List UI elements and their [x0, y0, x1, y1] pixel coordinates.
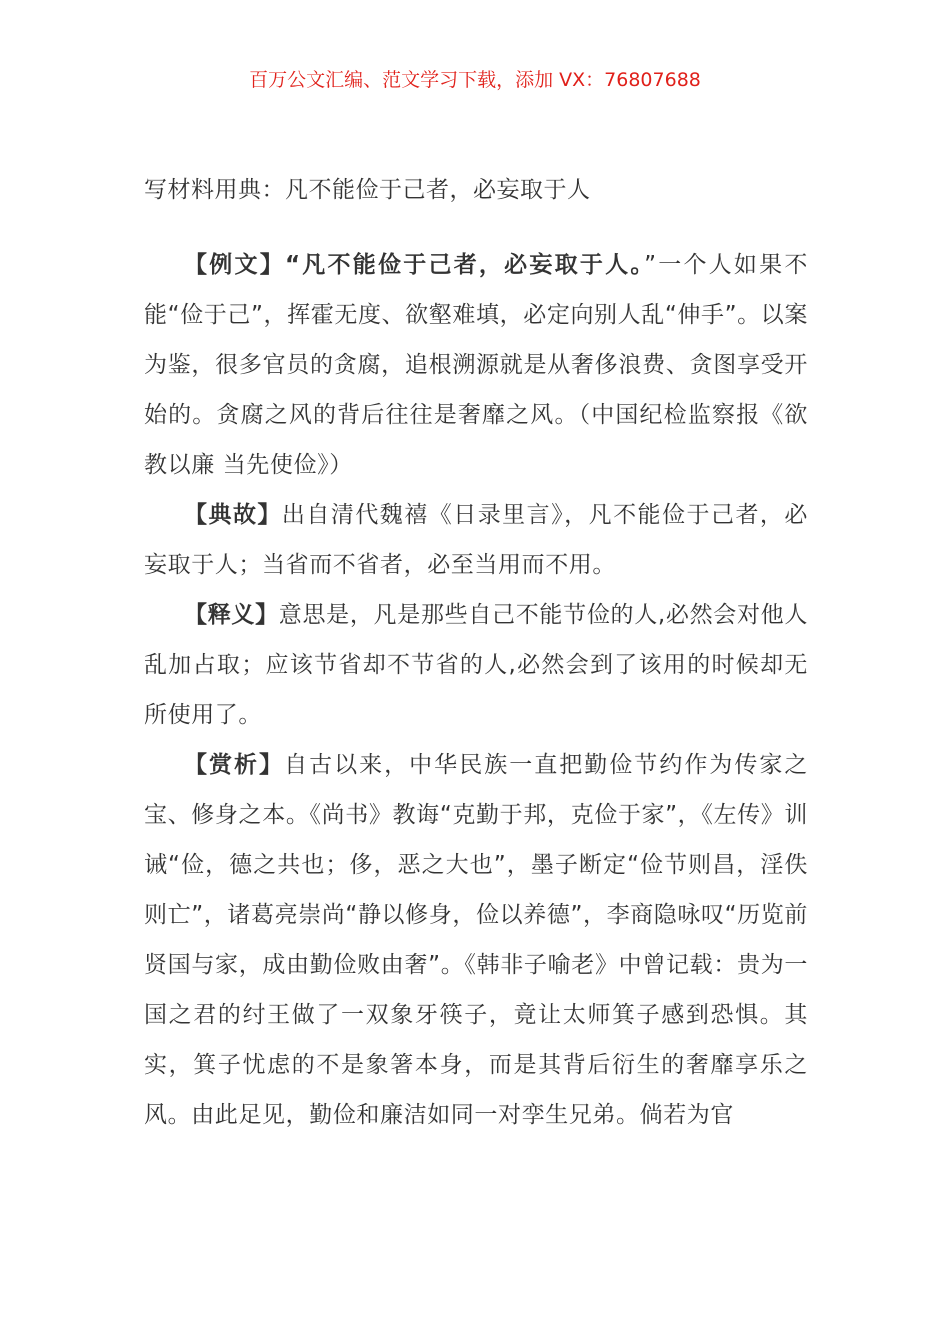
meaning-paragraph — [144, 590, 808, 740]
allusion-body: 出自清代魏禧《日录里言》，凡不能俭于己者，必妄取于人；当省而不省者，必至当用而不用。 — [144, 502, 808, 578]
example-quote: “凡不能俭于己者，必妄取于人。 — [284, 252, 645, 278]
download-promo-header: 百万公文汇编、范文学习下载，添加 VX：76807688 — [249, 69, 701, 91]
section-tag-meaning: 【释义】 — [184, 602, 279, 628]
section-tag-example: 【例文】 — [184, 252, 285, 278]
allusion-paragraph — [144, 490, 808, 590]
appreciation-paragraph — [144, 740, 808, 1140]
example-body: ”一个人如果不能“俭于己”，挥霍无度、欲壑难填，必定向别人乱“伸手”。以案为鉴，很多官员的贪腐，追根溯源就是从奢侈浪费、贪图享受开始的。贪腐之风的背后往往是奢靡之风。（中国纪检监察报《欲教以廉 当先使俭》） — [144, 252, 808, 478]
section-tag-appreciation: 【赏析】 — [184, 752, 285, 778]
document-body — [144, 170, 808, 1140]
document-title: 写材料用典：凡不能俭于己者，必妄取于人 — [144, 177, 591, 203]
appreciation-body: 自古以来，中华民族一直把勤俭节约作为传家之宝、修身之本。《尚书》教诲“克勤于邦，克俭于家”，《左传》训诫“俭，德之共也；侈，恶之大也”，墨子断定“俭节则昌，淫佚则亡”，诸葛亮崇尚“静以修身，俭以养德”，李商隐咏叹“历览前贤国与家，成由勤俭败由奢”。《韩非子喻老》中曾记载：贵为一国之君的纣王做了一双象牙筷子，竟让太师箕子感到恐惧。其实，箕子忧虑的不是象箸本身，而是其背后衍生的奢靡享乐之风。由此足见，勤俭和廉洁如同一对孪生兄弟。倘若为官 — [144, 752, 808, 1128]
section-tag-allusion: 【典故】 — [184, 502, 282, 528]
example-paragraph — [144, 240, 808, 490]
meaning-body: 意思是，凡是那些自己不能节俭的人,必然会对他人乱加占取；应该节省却不节省的人,必然会到了该用的时候却无所使用了。 — [144, 602, 808, 728]
